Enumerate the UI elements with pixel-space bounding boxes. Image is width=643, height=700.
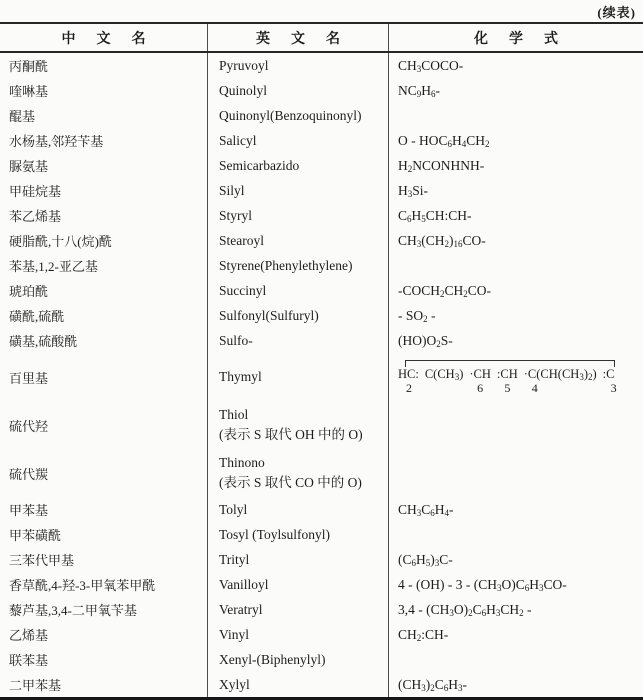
chemical-formula-text: O - $HOC_6H_4CH_2$ (398, 132, 490, 149)
table-row (0, 647, 643, 672)
table-row (0, 547, 643, 572)
english-name-cell (207, 622, 388, 647)
english-name-cell (207, 401, 388, 449)
english-name-text: Xenyl-(Biphenylyl) (219, 651, 326, 667)
header-chemical-formula-label: 化学式 (474, 31, 579, 47)
english-name-cell (207, 353, 388, 401)
chinese-name-cell (0, 672, 207, 697)
carbon-position-number: 2 (406, 381, 412, 395)
table-row (0, 328, 643, 353)
chinese-name-text: 琥珀酰 (9, 284, 49, 299)
chinese-name-cell (0, 253, 207, 278)
formula-segment (398, 367, 419, 395)
chemical-formula-text: $CH_3C_6H_4-$ (398, 501, 454, 518)
chinese-name-cell (0, 153, 207, 178)
formula-segment (603, 367, 617, 395)
chemical-formula-cell (388, 353, 643, 401)
chemical-formula-text: - $SO_2$ - (398, 307, 436, 324)
chemical-formula-cell (388, 497, 643, 522)
english-name-cell (207, 547, 388, 572)
chemical-formula-cell (388, 253, 643, 278)
header-chinese-name (0, 24, 207, 51)
chemical-formula-cell (388, 153, 643, 178)
formula-segment (524, 367, 597, 395)
chinese-name-text: 苯乙烯基 (9, 209, 62, 224)
english-name-cell (207, 522, 388, 547)
english-name-cell (207, 78, 388, 103)
carbon-position-number: 4 (531, 381, 538, 395)
chemical-formula-cell (388, 303, 643, 328)
chinese-name-text: 联苯基 (9, 653, 49, 668)
chinese-name-cell (0, 203, 207, 228)
chinese-name-text: 甲苯磺酰 (9, 528, 62, 543)
chemical-formula-cell (388, 103, 643, 128)
chinese-name-cell (0, 103, 207, 128)
table-row (0, 449, 643, 497)
chemical-formula-text: $H_2NCONHNH-$ (398, 157, 485, 174)
chinese-name-text: 硫代羟 (9, 418, 49, 434)
english-name-text: Stearoyl (219, 232, 264, 248)
chemical-formula-cell (388, 449, 643, 497)
english-name-text: Pyruvoyl (219, 57, 269, 73)
english-name-text: Tolyl (219, 501, 248, 517)
english-name-text: Sulfonyl(Sulfuryl) (219, 307, 319, 323)
english-name-cell (207, 228, 388, 253)
formula-segment (425, 367, 464, 382)
chinese-name-cell (0, 572, 207, 597)
chemical-formula-cell (388, 597, 643, 622)
chemical-formula-text: $H_3Si-$ (398, 182, 429, 199)
continued-table-label: (续表) (597, 5, 636, 20)
ring-closure-bracket (405, 360, 615, 367)
thymyl-formula-segments (398, 367, 617, 395)
table-row (0, 203, 643, 228)
table-row (0, 53, 643, 78)
table-row (0, 497, 643, 522)
english-name-cell (207, 303, 388, 328)
chinese-name-cell (0, 328, 207, 353)
formula-segment (469, 367, 491, 395)
chemical-formula-cell (388, 522, 643, 547)
chemical-formula-cell (388, 328, 643, 353)
chinese-name-cell (0, 303, 207, 328)
chemical-formula-cell (388, 547, 643, 572)
chemical-formula-text: $-COCH_2CH_2CO-$ (398, 282, 492, 299)
table-row (0, 401, 643, 449)
chinese-name-text: 硬脂酰,十八(烷)酰 (9, 234, 112, 249)
english-name-text: Xylyl (219, 676, 250, 692)
table-header-row (0, 24, 643, 53)
chinese-name-text: 藜芦基,3,4-二甲氧苄基 (9, 603, 137, 618)
formula-segment-text: HC: (398, 367, 419, 381)
chinese-name-text: 香草酰,4-羟-3-甲氧苯甲酰 (9, 578, 156, 593)
carbon-position-number: 5 (504, 381, 511, 395)
carbon-position-number: 3 (610, 381, 617, 395)
english-name-cell (207, 253, 388, 278)
english-name-text: Sulfo- (219, 332, 253, 348)
english-name-text: Styryl (219, 207, 253, 223)
chemical-formula-text: $C_6H_5CH:CH-$ (398, 207, 472, 224)
english-name-cell (207, 572, 388, 597)
nomenclature-table (0, 22, 643, 700)
table-body (0, 53, 643, 697)
english-name-cell (207, 647, 388, 672)
english-name-cell (207, 53, 388, 78)
carbon-position-number: 6 (477, 381, 484, 395)
english-name-note: (表示 S 取代 OH 中的 O) (219, 427, 363, 442)
chinese-name-cell (0, 278, 207, 303)
chinese-name-cell (0, 547, 207, 572)
chemical-formula-cell (388, 401, 643, 449)
table-row (0, 303, 643, 328)
formula-segment-text: :CH (496, 367, 518, 381)
chemical-formula-cell (388, 53, 643, 78)
english-name-text: Styrene(Phenylethylene) (219, 257, 353, 273)
chinese-name-text: 醌基 (9, 109, 36, 124)
chemical-formula-cell (388, 203, 643, 228)
chemical-formula-text: $CH_2:CH-$ (398, 626, 449, 643)
header-chinese-name-label: 中文名 (61, 31, 167, 47)
chemical-formula-text: $NC_9H_6-$ (398, 82, 441, 99)
chinese-name-cell (0, 597, 207, 622)
chinese-name-cell (0, 401, 207, 449)
english-name-text: Vanilloyl (219, 576, 269, 592)
english-name-cell (207, 672, 388, 697)
chinese-name-text: 苯基,1,2-亚乙基 (9, 259, 98, 274)
chemical-formula-text: $CH_3COCO-$ (398, 57, 464, 74)
chinese-name-text: 甲硅烷基 (9, 184, 62, 199)
english-name-text: Veratryl (219, 601, 263, 617)
chinese-name-cell (0, 228, 207, 253)
chinese-name-text: 三苯代甲基 (9, 553, 75, 568)
chinese-name-cell (0, 78, 207, 103)
chemical-formula-cell (388, 278, 643, 303)
chemical-formula-cell (388, 672, 643, 697)
english-name-note: (表示 S 取代 CO 中的 O) (219, 475, 362, 490)
chemical-formula-cell (388, 128, 643, 153)
table-row (0, 78, 643, 103)
english-name-cell (207, 449, 388, 497)
chinese-name-text: 百里基 (9, 370, 49, 386)
chinese-name-cell (0, 522, 207, 547)
english-name-text: Semicarbazido (219, 157, 300, 173)
english-name-text: Trityl (219, 551, 250, 567)
english-name-cell (207, 103, 388, 128)
table-row (0, 253, 643, 278)
english-name-text: Tosyl (Toylsulfonyl) (219, 526, 330, 542)
english-name-text: Quinolyl (219, 82, 268, 98)
chemical-formula-cell (388, 228, 643, 253)
english-name-cell (207, 153, 388, 178)
english-name-cell (207, 497, 388, 522)
chemical-formula-text: $4 - (OH) - 3 - (CH_3O)C_6H_3CO-$ (398, 576, 567, 593)
table-row (0, 178, 643, 203)
chinese-name-cell (0, 178, 207, 203)
chinese-name-text: 磺酰,硫酰 (9, 309, 65, 324)
thymyl-formula (398, 359, 617, 395)
chinese-name-cell (0, 622, 207, 647)
table-row (0, 278, 643, 303)
chinese-name-text: 丙酮酰 (9, 59, 49, 74)
chinese-name-text: 二甲苯基 (9, 678, 62, 693)
chinese-name-text: 甲苯基 (9, 503, 49, 518)
chinese-name-text: 硫代羰 (9, 466, 49, 482)
english-name-text: Vinyl (219, 626, 249, 642)
header-chemical-formula (388, 24, 643, 51)
chinese-name-cell (0, 353, 207, 401)
formula-segment-text: ·CH (469, 367, 491, 381)
chemical-formula-text: $(C_6H_5)_3C-$ (398, 551, 453, 568)
chinese-name-cell (0, 53, 207, 78)
english-name-text: Quinonyl(Benzoquinonyl) (219, 107, 362, 123)
chinese-name-cell (0, 497, 207, 522)
chinese-name-cell (0, 449, 207, 497)
formula-segment-text: :C (602, 367, 615, 381)
english-name-cell (207, 203, 388, 228)
header-english-name (207, 24, 388, 51)
english-name-cell (207, 328, 388, 353)
english-name-cell (207, 128, 388, 153)
chemical-formula-cell (388, 647, 643, 672)
table-row (0, 353, 643, 401)
english-name-text: Thymyl (219, 369, 262, 384)
chinese-name-text: 磺基,硫酸酰 (9, 334, 78, 349)
chemical-formula-text: $(CH_3)_2C_6H_3-$ (398, 676, 468, 693)
english-name-text: Salicyl (219, 132, 257, 148)
table-row (0, 103, 643, 128)
english-name-text: Silyl (219, 182, 245, 198)
chemical-formula-cell (388, 622, 643, 647)
english-name-cell (207, 278, 388, 303)
chemical-formula-text: $CH_3(CH_2)_{16}CO-$ (398, 232, 486, 249)
table-row (0, 128, 643, 153)
table-row (0, 153, 643, 178)
chinese-name-text: 水杨基,邻羟苄基 (9, 134, 104, 149)
chinese-name-cell (0, 128, 207, 153)
table-row (0, 672, 643, 697)
table-row (0, 622, 643, 647)
table-row (0, 228, 643, 253)
english-name-text: Thiol (219, 406, 249, 422)
chinese-name-text: 喹啉基 (9, 84, 49, 99)
chemical-formula-cell (388, 572, 643, 597)
english-name-cell (207, 178, 388, 203)
chemical-formula-text: $(HO)O_2S-$ (398, 332, 453, 349)
english-name-cell (207, 597, 388, 622)
chinese-name-cell (0, 647, 207, 672)
chinese-name-text: 脲氨基 (9, 159, 49, 174)
chemical-formula-cell (388, 78, 643, 103)
table-row (0, 597, 643, 622)
table-row (0, 522, 643, 547)
formula-segment-text: $C(CH_3)$ (424, 367, 464, 382)
formula-segment (497, 367, 518, 395)
english-name-text: Succinyl (219, 282, 267, 298)
chinese-name-text: 乙烯基 (9, 628, 49, 643)
english-name-text: Thinono (219, 454, 265, 470)
table-row (0, 572, 643, 597)
header-english-name-label: 英文名 (256, 31, 361, 47)
chemical-formula-cell (388, 178, 643, 203)
chemical-formula-text: $3,4 - (CH_3O)_2C_6H_3CH_2$ - (398, 601, 532, 618)
formula-segment-text: $\cdot C(CH(CH_3)_2)$ (523, 367, 597, 382)
